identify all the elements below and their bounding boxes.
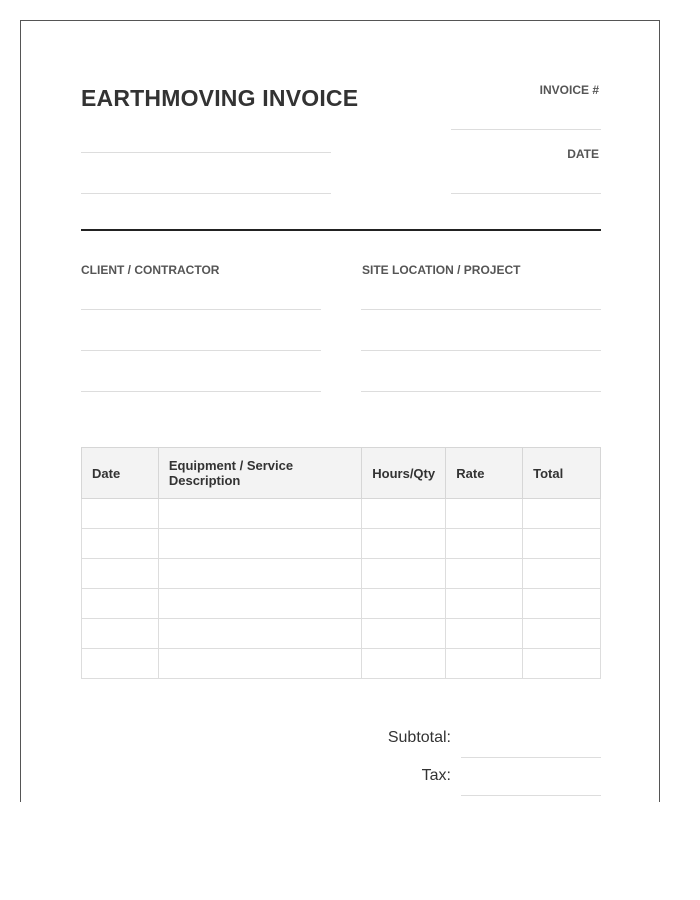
table-row [82, 499, 601, 529]
table-cell[interactable] [523, 589, 601, 619]
table-row [82, 559, 601, 589]
date-label: DATE [567, 147, 599, 161]
table-cell[interactable] [158, 529, 361, 559]
table-header-row [82, 448, 601, 499]
table-cell[interactable] [158, 649, 361, 679]
client-line-2[interactable] [81, 350, 321, 351]
table-cell[interactable] [362, 589, 446, 619]
company-line-1[interactable] [81, 152, 331, 153]
table-cell[interactable] [362, 619, 446, 649]
client-line-3[interactable] [81, 391, 321, 392]
table-cell[interactable] [446, 529, 523, 559]
invoice-page [20, 20, 660, 802]
subtotal-label: Subtotal: [387, 729, 451, 746]
table-cell[interactable] [446, 559, 523, 589]
table-cell[interactable] [362, 649, 446, 679]
column-header-hours-qty: Hours/Qty [362, 448, 446, 499]
table-cell[interactable] [82, 619, 159, 649]
table-cell[interactable] [362, 559, 446, 589]
invoice-title: EARTHMOVING INVOICE [81, 85, 359, 111]
table-row [82, 589, 601, 619]
table-row [82, 649, 601, 679]
table-cell[interactable] [523, 499, 601, 529]
table-cell[interactable] [82, 559, 159, 589]
table-cell[interactable] [523, 649, 601, 679]
table-row [82, 529, 601, 559]
date-field[interactable] [451, 193, 601, 194]
table-cell[interactable] [82, 589, 159, 619]
column-header-date: Date [82, 448, 159, 499]
table-cell[interactable] [158, 619, 361, 649]
table-cell[interactable] [446, 619, 523, 649]
table-cell[interactable] [362, 529, 446, 559]
table-cell[interactable] [523, 619, 601, 649]
site-line-3[interactable] [361, 391, 601, 392]
column-header-rate: Rate [446, 448, 523, 499]
table-cell[interactable] [158, 559, 361, 589]
table-cell[interactable] [523, 529, 601, 559]
invoice-number-field[interactable] [451, 129, 601, 130]
table-cell[interactable] [446, 499, 523, 529]
client-line-1[interactable] [81, 309, 321, 310]
table-cell[interactable] [446, 649, 523, 679]
site-line-1[interactable] [361, 309, 601, 310]
line-items-table [81, 447, 601, 679]
table-cell[interactable] [82, 529, 159, 559]
invoice-number-label: INVOICE # [539, 83, 599, 97]
table-cell[interactable] [82, 499, 159, 529]
site-line-2[interactable] [361, 350, 601, 351]
tax-label: Tax: [421, 767, 451, 784]
table-cell[interactable] [158, 499, 361, 529]
column-header-description: Equipment / Service Description [158, 448, 361, 499]
column-header-total: Total [523, 448, 601, 499]
site-location-label: SITE LOCATION / PROJECT [362, 263, 521, 277]
table-cell[interactable] [158, 589, 361, 619]
table-cell[interactable] [362, 499, 446, 529]
table-cell[interactable] [523, 559, 601, 589]
table-row [82, 619, 601, 649]
table-cell[interactable] [446, 589, 523, 619]
table-cell[interactable] [82, 649, 159, 679]
company-line-2[interactable] [81, 193, 331, 194]
tax-field[interactable] [461, 795, 601, 796]
client-contractor-label: CLIENT / CONTRACTOR [81, 263, 220, 277]
header-divider [81, 229, 601, 231]
subtotal-field[interactable] [461, 757, 601, 758]
